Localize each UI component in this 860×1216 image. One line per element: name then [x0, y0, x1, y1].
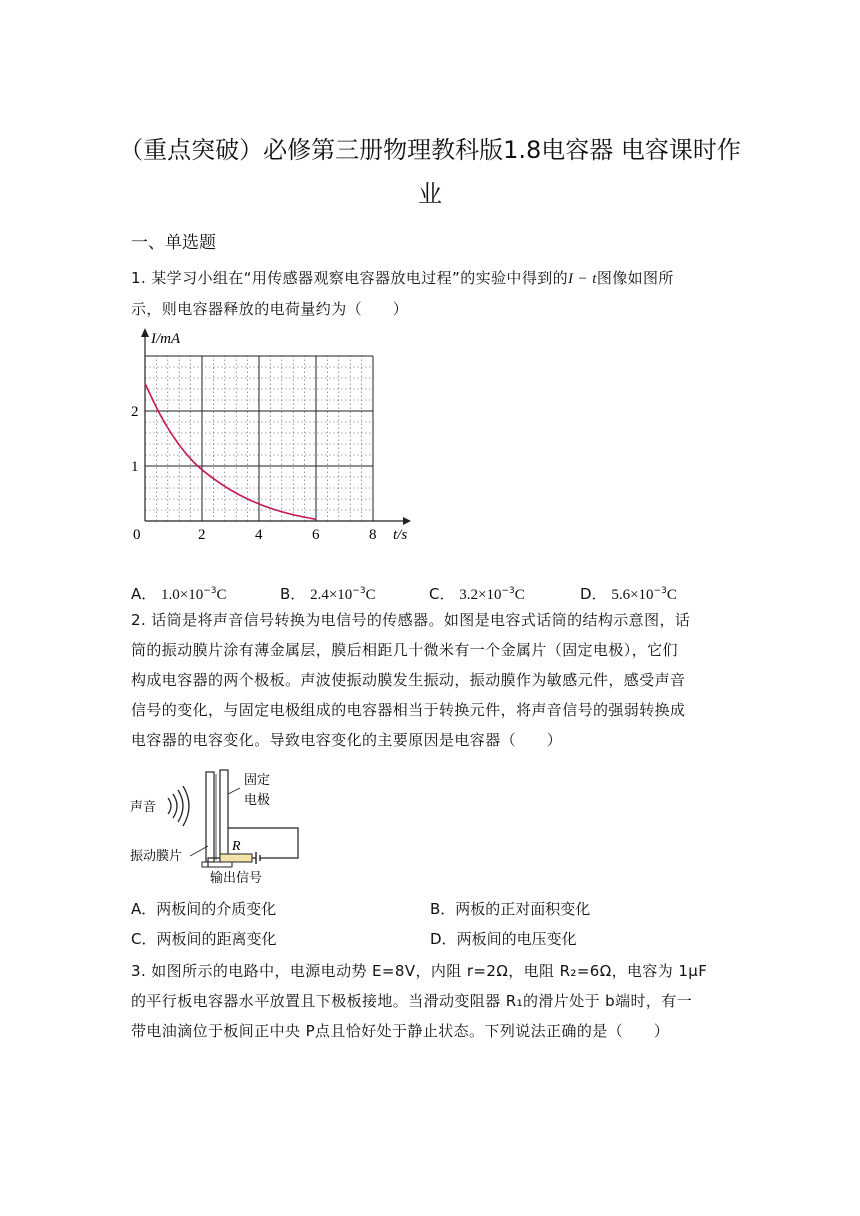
q2-option-d-text: 两板间的电压变化: [456, 930, 577, 948]
x-tick-label: 8: [369, 527, 377, 543]
q2-option-b-text: 两板的正对面积变化: [455, 900, 591, 918]
current-time-chart: [125, 323, 425, 548]
q1-option-a-exp: −3: [203, 586, 217, 596]
q2-option-d-label: D．: [430, 930, 457, 948]
fixed-electrode-plate: [220, 770, 228, 864]
q1-formula: I − t: [568, 271, 597, 287]
question-3-line-3: 带电油滴位于板间正中央 P点且恰好处于静止状态。下列说法正确的是（ ）: [131, 1022, 670, 1040]
question-2-line-1: 2. 话筒是将声音信号转换为电信号的传感器。如图是电容式话筒的结构示意图，话: [131, 611, 691, 629]
label-membrane: 振动膜片: [130, 848, 183, 863]
question-3-line-1: 3. 如图所示的电路中，电源电动势 E=8V，内阻 r=2Ω，电阻 R₂=6Ω，电容为 1μF: [131, 962, 708, 980]
membrane-plate: [206, 772, 214, 862]
q1-option-a-unit: C: [216, 587, 227, 603]
sound-wave-icon: [168, 786, 189, 826]
label-fixed-1: 固定: [244, 772, 271, 787]
x-axis-arrow: [403, 517, 411, 525]
microphone-diagram: [128, 768, 308, 888]
q1-option-c-value: 3.2×10: [459, 587, 502, 603]
q2-option-a-text: 两板间的介质变化: [156, 900, 277, 918]
question-2-text: [131, 605, 731, 755]
q1-option-a-value: 1.0×10: [161, 587, 204, 603]
q1-option-d-exp: −3: [653, 586, 667, 596]
y-tick-label: 1: [131, 459, 139, 475]
q1-option-b-unit: C: [365, 587, 376, 603]
q1-option-c-exp: −3: [501, 586, 515, 596]
q1-option-b[interactable]: [280, 583, 376, 604]
label-resistor: R: [232, 839, 241, 854]
q2-option-c-label: C．: [131, 930, 157, 948]
question-3-text: [131, 956, 731, 1046]
q1-option-b-exp: −3: [352, 586, 366, 596]
q1-option-c-unit: C: [514, 587, 525, 603]
q2-option-c-text: 两板间的距离变化: [156, 930, 277, 948]
y-axis-arrow: [141, 328, 149, 337]
question-2-line-2: 筒的振动膜片涂有薄金属层，膜后相距几十微米有一个金属片（固定电极），它们: [131, 641, 678, 659]
question-2-line-4: 信号的变化，与固定电极组成的电容器相当于转换元件，将声音信号的强弱转换成: [131, 701, 686, 719]
label-fixed-2: 电极: [244, 792, 271, 807]
question-3-line-2: 的平行板电容器水平放置且下极板接地。当滑动变阻器 R₁的滑片处于 b端时，有一: [131, 992, 693, 1010]
title-line-2: 业: [418, 180, 442, 208]
page-title: [110, 128, 750, 216]
q1-line1-text: 1. 某学习小组在“用传感器观察电容器放电过程”的实验中得到的: [131, 269, 569, 287]
q1-line1b-text: 图像如图所: [596, 269, 674, 287]
q2-option-a[interactable]: [131, 898, 276, 919]
question-1-text: [131, 263, 731, 324]
q1-option-d[interactable]: [580, 583, 677, 604]
resistor-r: [220, 854, 252, 862]
q1-option-c-label: C．: [429, 585, 455, 603]
title-line-1: （重点突破）必修第三册物理教科版1.8电容器 电容课时作: [119, 136, 741, 164]
x-tick-label: 2: [198, 527, 206, 543]
q1-option-c[interactable]: [429, 583, 525, 604]
q2-option-d[interactable]: [430, 928, 577, 949]
question-2-line-3: 构成电容器的两个极板。声波使振动膜发生振动，振动膜作为敏感元件，感受声音: [131, 671, 686, 689]
question-1-line-1: [131, 263, 731, 294]
q2-option-a-label: A．: [131, 900, 157, 918]
q2-option-b[interactable]: [430, 898, 590, 919]
q1-option-d-label: D．: [580, 585, 607, 603]
q1-option-b-label: B．: [280, 585, 306, 603]
q1-option-d-unit: C: [666, 587, 677, 603]
question-2-line-5: 电容器的电容变化。导致电容变化的主要原因是电容器（ ）: [131, 731, 563, 749]
label-output: 输出信号: [210, 870, 263, 885]
section-heading: 一、单选题: [131, 233, 216, 253]
y-tick-label: 2: [131, 404, 139, 420]
x-tick-label: 0: [133, 527, 141, 543]
x-axis-label: t/s: [393, 527, 408, 543]
q1-option-a[interactable]: [131, 583, 227, 604]
x-tick-label: 4: [255, 527, 263, 543]
q1-option-d-value: 5.6×10: [611, 587, 654, 603]
q2-option-b-label: B．: [430, 900, 456, 918]
q1-option-a-label: A．: [131, 585, 157, 603]
label-sound: 声音: [130, 799, 157, 814]
x-tick-label: 6: [312, 527, 320, 543]
q2-option-c[interactable]: [131, 928, 277, 949]
y-axis-label: I/mA: [151, 331, 181, 347]
question-1-line-2: 示，则电容器释放的电荷量约为（ ）: [131, 300, 409, 318]
q1-option-b-value: 2.4×10: [310, 587, 353, 603]
